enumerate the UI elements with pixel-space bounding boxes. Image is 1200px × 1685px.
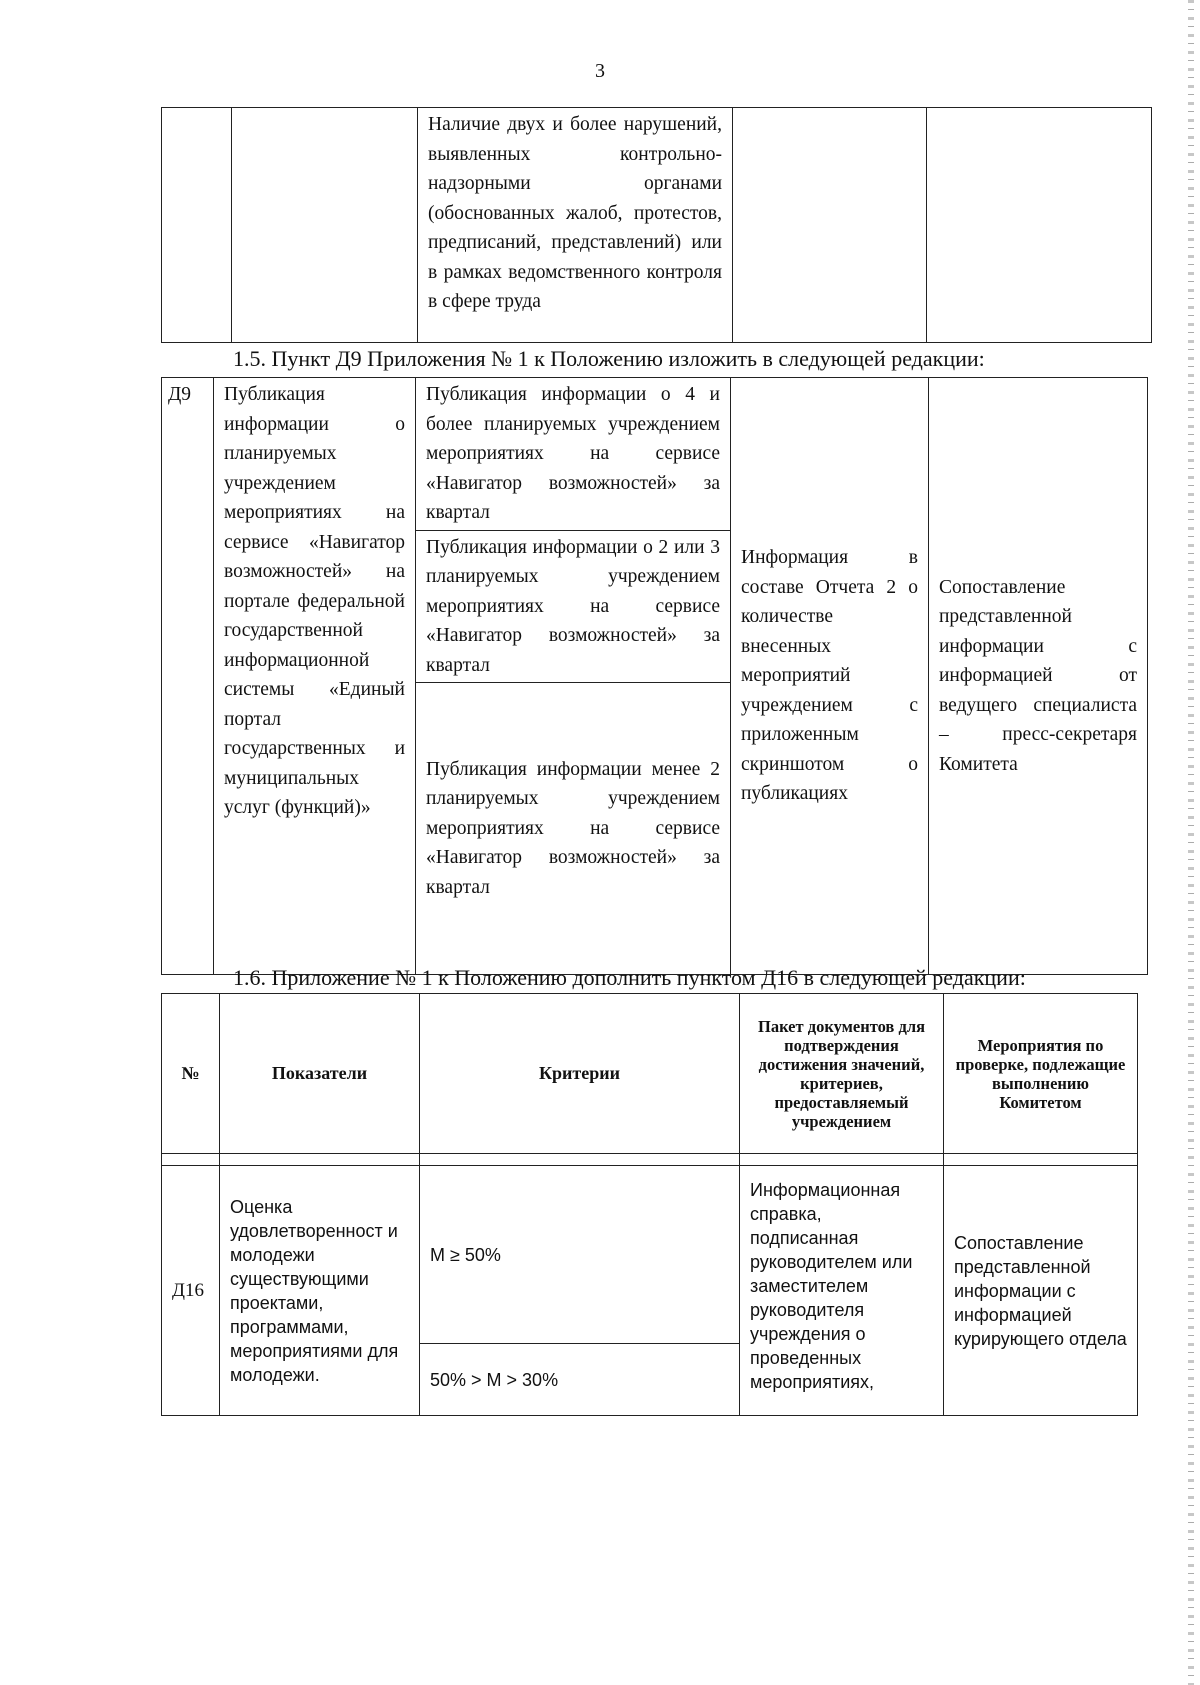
- column-header-indicators: Показатели: [220, 994, 420, 1154]
- continuation-table: [161, 107, 1152, 343]
- cell-empty: [733, 108, 927, 343]
- page-number: 3: [595, 60, 605, 82]
- column-header-criteria: Критерии: [420, 994, 740, 1154]
- criterion-cell: Публикация информации менее 2 планируемых учреждением мероприятиях на сервисе «Навигатор возможностей» за квартал: [416, 683, 731, 975]
- criterion-cell: Публикация информации о 4 и более планируемых учреждением мероприятиях на сервисе «Навигатор возможностей» за квартал: [416, 378, 731, 531]
- cell-spacer: [220, 1154, 420, 1166]
- documents-cell: Информация в составе Отчета 2 о количестве внесенных мероприятий учреждением с приложенным скриншотом о публикациях: [731, 378, 929, 975]
- indicator-cell: Публикация информации о планируемых учреждением мероприятиях на сервисе «Навигатор возможностей» на портале федеральной государственной информационной системы «Единый портал государственных и муниципальных услуг (функций)»: [214, 378, 416, 975]
- column-header-num: №: [162, 994, 220, 1154]
- cell-spacer: [162, 1154, 220, 1166]
- code-cell: Д9: [162, 378, 214, 975]
- verification-cell: Сопоставление представленной информации с информацией курирующего отдела: [944, 1166, 1138, 1416]
- section-heading-1-6: 1.6. Приложение № 1 к Положению дополнить пунктом Д16 в следующей редакции:: [233, 965, 1026, 990]
- scan-edge-noise: [1188, 0, 1194, 1685]
- section-heading-1-5: 1.5. Пункт Д9 Приложения № 1 к Положению изложить в следующей редакции:: [233, 346, 985, 371]
- criterion-cell: М ≥ 50%: [420, 1166, 740, 1344]
- indicator-cell: Оценка удовлетворенност и молодежи существующими проектами, программами, мероприятиями для молодежи.: [220, 1166, 420, 1416]
- cell-empty: [162, 108, 232, 343]
- cell-spacer: [740, 1154, 944, 1166]
- verification-cell: Сопоставление представленной информации с информацией от ведущего специалиста – пресс-секретаря Комитета: [929, 378, 1148, 975]
- d9-table: [161, 377, 1148, 975]
- cell-spacer: [944, 1154, 1138, 1166]
- criterion-cell: 50% > М > 30%: [420, 1344, 740, 1416]
- d16-table: [161, 993, 1138, 1416]
- cell-spacer: [420, 1154, 740, 1166]
- criterion-cell: Наличие двух и более нарушений, выявленных контрольно-надзорными органами (обоснованных жалоб, протестов, предписаний, представлений) или в рамках ведомственного контроля в сфере труда: [418, 108, 733, 343]
- cell-empty: [232, 108, 418, 343]
- documents-cell: Информационная справка, подписанная руководителем или заместителем руководителя учреждения о проведенных мероприятиях,: [740, 1166, 944, 1416]
- column-header-verification: Мероприятия по проверке, подлежащие выполнению Комитетом: [944, 994, 1138, 1154]
- criterion-cell: Публикация информации о 2 или 3 планируемых учреждением мероприятиях на сервисе «Навигатор возможностей» за квартал: [416, 530, 731, 683]
- cell-empty: [927, 108, 1152, 343]
- code-cell: Д16: [162, 1166, 220, 1416]
- column-header-documents: Пакет документов для подтверждения достижения значений, критериев, предоставляемый учреждением: [740, 994, 944, 1154]
